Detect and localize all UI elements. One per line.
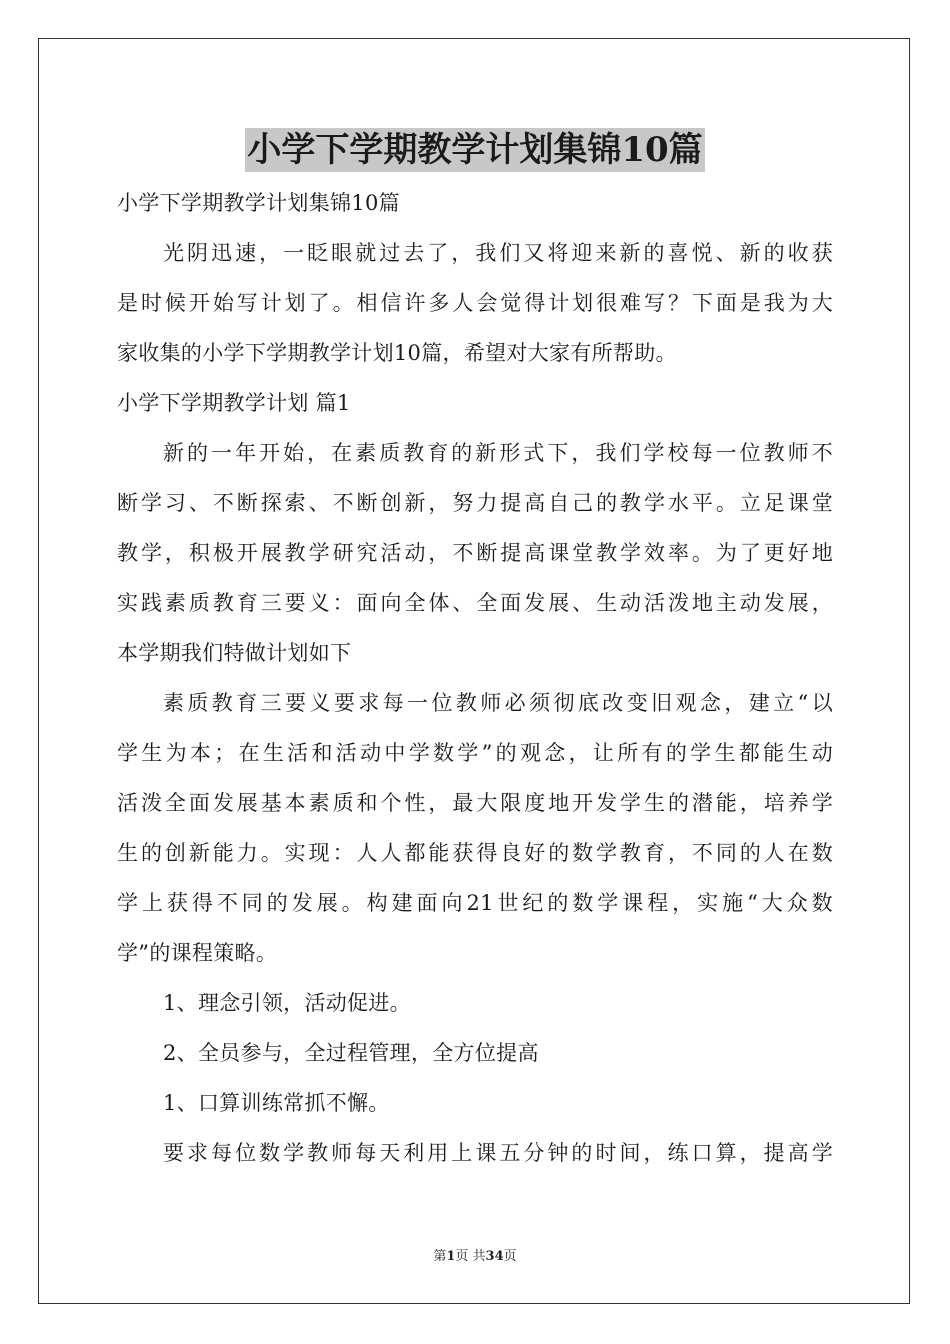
text-line: 小学下学期教学计划 篇1 [117,391,351,415]
text-line: 教学，积极开展教学研究活动，不断提高课堂教学效率。为了更好地 [117,541,833,565]
footer-middle: 页 共 [455,1249,486,1264]
text-line: 学上获得不同的发展。构建面向21世纪的数学课程，实施“大众数 [117,891,833,915]
text-line: 光阴迅速，一眨眼就过去了，我们又将迎来新的喜悦、新的收获 [163,241,833,265]
text-line: 要求每位数学教师每天利用上课五分钟的时间，练口算，提高学 [163,1141,833,1165]
text-line: 本学期我们特做计划如下 [117,641,352,665]
footer-total-pages: 34 [485,1249,504,1264]
text-line: 小学下学期教学计划集锦10篇 [117,191,400,215]
text-line: 1、理念引领，活动促进。 [163,991,411,1015]
document-body [117,178,833,1178]
text-line: 家收集的小学下学期教学计划10篇，希望对大家有所帮助。 [117,341,677,365]
page-footer [0,1245,950,1264]
text-line: 生的创新能力。实现：人人都能获得良好的数学教育，不同的人在数 [117,841,833,865]
text-line: 1、口算训练常抓不懈。 [163,1091,390,1115]
text-line: 新的一年开始，在素质教育的新形式下，我们学校每一位教师不 [163,441,833,465]
text-line: 是时候开始写计划了。相信许多人会觉得计划很难写？下面是我为大 [117,291,833,315]
text-line: 实践素质教育三要义：面向全体、全面发展、生动活泼地主动发展， [117,591,833,615]
text-line: 学生为本；在生活和活动中学数学”的观念，让所有的学生都能生动 [117,741,833,765]
text-line: 素质教育三要义要求每一位教师必须彻底改变旧观念，建立“以 [163,691,833,715]
footer-prefix: 第 [433,1249,447,1264]
footer-suffix: 页 [503,1249,517,1264]
title-container [0,128,950,172]
footer-page-number: 1 [446,1249,456,1264]
text-line: 活泼全面发展基本素质和个性，最大限度地开发学生的潜能，培养学 [117,791,833,815]
text-line: 断学习、不断探索、不断创新，努力提高自己的教学水平。立足课堂 [117,491,833,515]
document-title: 小学下学期教学计划集锦10篇 [247,130,703,170]
text-line: 2、全员参与，全过程管理，全方位提高 [163,1041,539,1065]
text-line: 学”的课程策略。 [117,941,278,965]
